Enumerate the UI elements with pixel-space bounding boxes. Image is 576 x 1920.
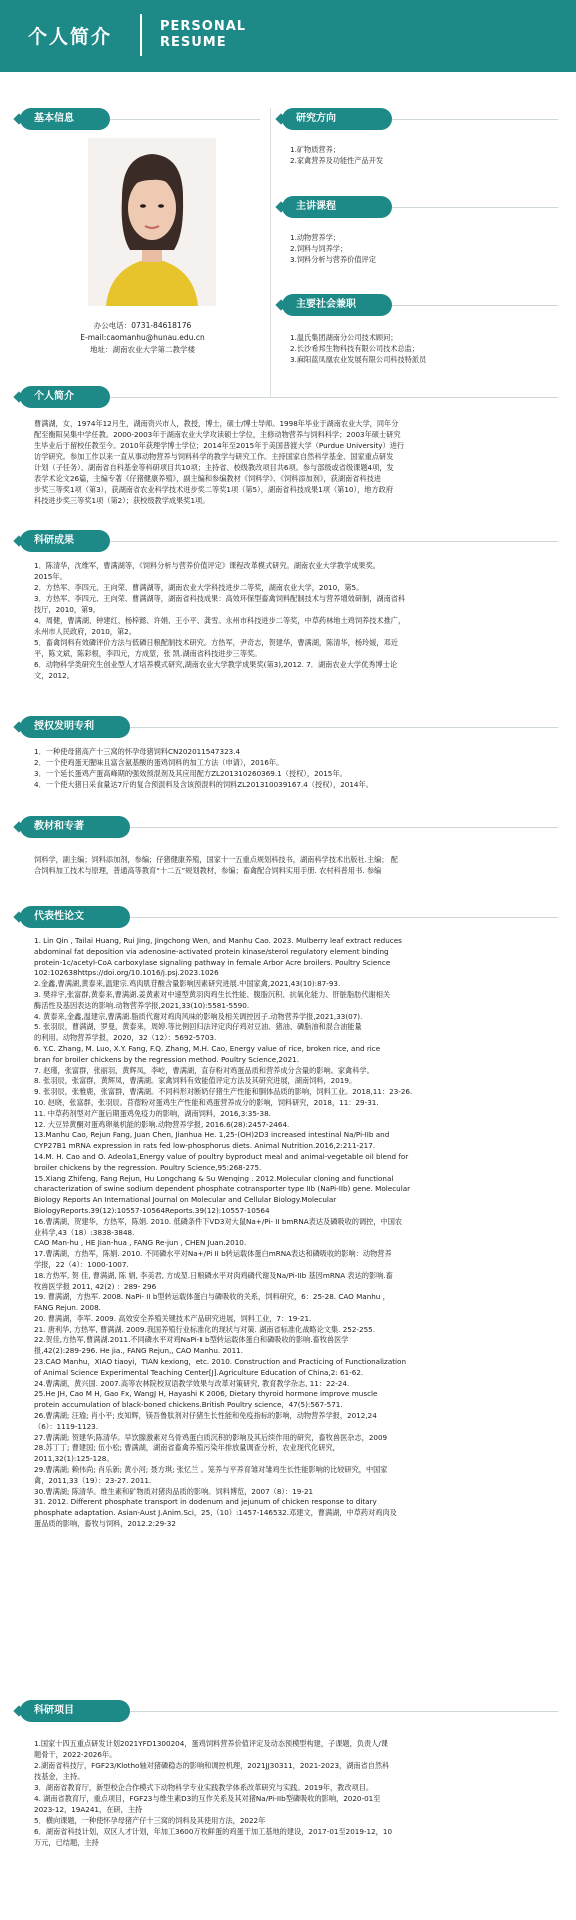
patent-line: 4．一个使大猪日采食量达7斤的复合预混料及含该预混料的饲料ZL201310039167.4（授权），2014年。 [34, 780, 373, 789]
paper-line: 禽，2011,33（19）：23-27. 2011. [34, 1475, 152, 1485]
achievement-line: 4．周健，曹满湖、钟建红、杨梓懿、许娟、王小平、龚雪。永州市科技进步二等奖，中草药林地土鸡饲养技术推广， [34, 616, 406, 625]
paper-line: CYP27B1 mRNA expression in rats fed low-phosphorus diets. Animal Nutrition.2016,2:211-217. [34, 1141, 376, 1151]
paper-line: phosphate adaptation. Asian-Aust J.Anim.Sci，25,（10）:1457-146532.邓建文，曹满湖，中草药对鸡肉及 [34, 1508, 397, 1518]
paper-line: characterization of swine sodium dependent phosphate cotransporter type IIb (NaPi-IIb) gene. Molecular [34, 1184, 411, 1194]
section-line [392, 305, 558, 306]
paper-line: 19. 曹满湖，方热军. 2008. NaPi- II b型转运载体蛋白与磷吸收的关系，饲料研究，6：25-28. CAO Manhu ， [34, 1292, 390, 1302]
paper-line: 15.Xiang Zhifeng, Fang Rejun, Hu Longchang & Su Wenqing . 2012.Molecular cloning and functional [34, 1173, 394, 1183]
books-list [34, 854, 554, 876]
header-title-zh: 个人简介 [28, 26, 113, 48]
paper-line: 24.曹满湖，黄兴国. 2007.高等农林院校双语教学效果与改革对策研究, 教育教学杂志, 11：22-24. [34, 1378, 350, 1388]
paper-line: 2011,32(1):125-128。 [34, 1454, 114, 1464]
profile-photo [88, 138, 216, 306]
section-social: 主要社会兼职 [282, 294, 392, 316]
achievement-line: 2．方热军、李四元、王向荣、曹满湖等，湖南农业大学科技进步二等奖，湖南农业大学，2010，第5。 [34, 583, 364, 592]
project-line: 1.国家十四五重点研发计划2021YFD1300204，蛋鸡饲料营养价值评定及动态预模型构建，子课题，负责人/课 [34, 1739, 388, 1748]
paper-line: 27.曹满湖; 贺建华;陈清华。早饮腺激素对乌骨鸡蛋白质沉积的影响及其后续作用的研究，畜牧兽医杂志，2009 [34, 1432, 388, 1442]
section-courses: 主讲课程 [282, 196, 392, 218]
research-list [290, 144, 550, 166]
paper-line: 7. 赵瑾，张富群，张丽羽，黄辉凤，李屹，曹满湖，直存粉对鸡蛋品质和营养成分含量的影响。家禽科学。 [34, 1065, 374, 1075]
social-item: 1.温氏集团湖南分公司技术顾问； [290, 333, 398, 342]
paper-line: BiologyReports.39(12):10557-10564Reports.39(12):10557-10564 [34, 1205, 270, 1215]
achievement-line: 1．陈清华，沈维军，曹满湖等，《饲料分析与营养价值评定》课程改革模式研究。湖南农业大学教学成果奖。 [34, 561, 380, 570]
paper-line: protein-1c/acetyl-CoA carboxylase signaling pathway in female Arbor Acre broilers. Poultry Science [34, 957, 391, 967]
section-line [392, 119, 558, 120]
course-item: 3.饲料分析与营养价值评定 [290, 255, 376, 264]
paper-line: 4. 黄泰来,金鑫,温建宗,曹满湖.脂质代谢对鸡肉风味的影响及相关调控因子.动物营养学报,2021,33(07). [34, 1011, 363, 1021]
patents-list [34, 746, 554, 790]
social-list [290, 332, 560, 365]
paper-line: 的利用。动物营养学报，2020，32（12）：5692-5703. [34, 1033, 217, 1043]
section-line [130, 917, 558, 918]
achievement-line: 技厅，2010，第9。 [34, 605, 100, 614]
header-title-en [160, 19, 246, 51]
intro-text [34, 418, 554, 506]
social-item: 2.长沙希邦生物科技有限公司技术总监； [290, 344, 420, 353]
header-title-en-line1: PERSONAL [160, 19, 247, 34]
paper-line: 11. 中草药剂型对产蛋后期蛋鸡免疫力的影响，湖南饲料，2016,3:35-38. [34, 1108, 271, 1118]
section-line [110, 397, 558, 398]
section-line [392, 207, 558, 208]
intro-line: 表学术论文26篇，主编专著《仔猪健康养殖》，副主编和参编教材《饲料学》、《饲料添加剂》，获湖南省科技进 [34, 474, 381, 483]
paper-line: broiler chickens by the regression. Poultry Science,95:268-275. [34, 1162, 262, 1172]
paper-line: 13.Manhu Cao, Rejun Fang, Juan Chen, Jianhua He. 1,25-(OH)2D3 increased intestinal Na/Pi-IIb and [34, 1130, 390, 1140]
section-line [130, 1711, 558, 1712]
paper-line: 31. 2012. Different phosphate transport in dodenum and jejunum of chicken response to ditary [34, 1497, 377, 1507]
header-title-en-line2: RESUME [160, 35, 227, 50]
paper-line: 30.曹满湖; 陈清华。维生素和矿物质对猪肉品质的影响。饲料博览，2007（8）：19-21 [34, 1486, 314, 1496]
paper-line: 报,42(2):289-296. He jia., FANG Rejun,, CAO Manhu. 2011. [34, 1346, 244, 1356]
course-item: 2.饲料与饲养学； [290, 244, 348, 253]
paper-line: protein accumulation of black-boned chickens.British Poultry science，47(5):567-571. [34, 1400, 343, 1410]
paper-line: 6. Y.C. Zhang, M. Luo, X.Y. Fang, F.Q. Zhang, M.H. Cao, Energy value of rice, broken rice, and rice [34, 1043, 381, 1053]
achievement-line: 5．畜禽饲料有效磷评价方法与低磷日粮配制技术研究。方热军，尹奇志，贺建华，曹满湖，陈清华，杨玲媛，邓近 [34, 638, 398, 647]
patent-line: 3．一个延长蛋鸡产蛋高峰期的强效预混剂及其应用配方ZL201310260369.1（授权），2015年。 [34, 769, 347, 778]
paper-line: 18.方热军, 贺 佳, 曹满湖, 陈 娟, 李美君, 方成堃.日粮磷水平对肉鸡磷代谢及Na/Pi-IIb 基因mRNA 表达的影响.畜 [34, 1270, 393, 1280]
paper-line: 2.金鑫,曹满湖,黄泰来,温建宗.鸡肉肌苷酸含量影响因素研究进展.中国家禽,2021,43(10):87-93. [34, 979, 341, 989]
achievement-line: 6．动物科学类研究生创业型人才培养模式研究,湖南农业大学教学成果奖(第3),2012. 7．湖南农业大学优秀博士论 [34, 660, 398, 669]
project-line: 万元，已结题，主持 [34, 1838, 99, 1847]
paper-line: FANG Rejun. 2008. [34, 1303, 101, 1313]
project-line: 题骨干，2022-2026年。 [34, 1750, 117, 1759]
section-line [110, 541, 558, 542]
intro-line: 配至衡阳吴集中学任教。2000-2003年于湖南农业大学攻读硕士学位，主修动物营养与饲料科学；2003年硕士研究 [34, 430, 401, 439]
paper-line: 14.M. H. Cao and O. Adeola1,Energy value of poultry byproduct meal and animal-vegetable oil blend for [34, 1151, 409, 1161]
achievement-line: 永州市人民政府，2010，第2。 [34, 627, 136, 636]
intro-line: 步奖三等奖1项（第3），获湖南省农业科学技术进步奖二等奖1项（第5），湖南省科技成果1项（第10），地方政府 [34, 485, 394, 494]
section-intro: 个人简介 [20, 386, 110, 408]
paper-line: 29.曹满湖; 赖伟尚; 肖乐新; 黄小河; 聂方琪; 张忆兰 。笼养与平养育雏对雏鸡生长性能影响的比较研究，中国家 [34, 1465, 388, 1475]
intro-line: 曹满湖，女，1974年12月生，湖南资兴市人，教授，博士，硕士/博士导师。1998年毕业于湖南农业大学，同年分 [34, 419, 399, 428]
paper-line: 21. 唐利华, 方热军, 曹满湖. 2009.我国养殖行业标准化的现状与对策. 湖南省标准化战略论文集. 252-255. [34, 1324, 376, 1334]
paper-line: 20. 曹满湖，李军. 2009. 高效安全养殖关键技术产品研究进展，饲料工业，7：19-21. [34, 1313, 312, 1323]
section-line [130, 727, 558, 728]
book-line: 饲料学，副主编；饲料添加剂，参编；仔猪健康养殖，国家十一五重点规划科技书，湖南科学技术出版社.主编； 配 [34, 855, 398, 864]
section-books: 教材和专著 [20, 816, 130, 838]
intro-line: 计划（子任务）、湖南省自科基金等科研项目共10项；主持省、校级教改项目共6项。参与部级或省级课题4项，发 [34, 463, 394, 472]
section-patents: 授权发明专利 [20, 716, 130, 738]
contact-phone: 办公电话：0731-84618176 [93, 321, 192, 330]
achievement-line: 平，陈文斌，陈彩根，李四元，方成堃，张 凯.湖南省科技进步三等奖。 [34, 649, 262, 658]
section-papers: 代表性论文 [20, 906, 130, 928]
paper-line: 蛋品质的影响，畜牧与饲料，2012.2:29-32 [34, 1519, 176, 1529]
paper-line: （6）：1119-1123. [34, 1421, 98, 1431]
paper-line: 17.曹满湖，方热军，陈娟. 2010. 不同磷水平对Na+/Pi II b转运载体蛋白mRNA表达和磷吸收的影响：动物营养 [34, 1249, 392, 1259]
intro-line: 访学研究。参加工作以来一直从事动物营养与饲料科学的教学与研究工作。主持国家自然科学基金、国家重点研发 [34, 452, 394, 461]
paper-line: 5. 张羽辰，曹满湖，罗曼，黄泰来，周婷.等比例回归法评定肉仔鸡对豆油、猪油、磷脂油和混合油能量 [34, 1022, 362, 1032]
social-item: 3.麻阳蓝凤凰农业发展有限公司科技特派员 [290, 355, 427, 364]
section-projects: 科研项目 [20, 1700, 130, 1722]
courses-list [290, 232, 550, 265]
paper-line: abdominal fat deposition via adenosine-activated protein kinase/sterol regulatory element binding [34, 946, 389, 956]
paper-line: 25.He JH, Cao M H, Gao Fx, WangJ H, Hayashi K 2006, Dietary thyroid hormone improve muscle [34, 1389, 378, 1399]
intro-line: 科技进步奖三等奖1项（第2）；获校级教学成果奖1项。 [34, 496, 210, 505]
project-line: 3．湖南省教育厅，新型校企合作模式下动物科学专业实践教学体系改革研究与实践。2019年，教改项目。 [34, 1783, 374, 1792]
project-line: 技基金，主持。 [34, 1772, 85, 1781]
achievement-line: 3．方热军、李四元、王向荣、曹满湖等，湖南省科技成果：高效环保型畜禽饲料配制技术与营养增效研制，湖南省科 [34, 594, 406, 603]
paper-line: 102:102638https://doi.org/10.1016/j.psj.2023.1026 [34, 968, 219, 978]
project-line: 5．横向课题，一种使怀孕母猪产仔十三窝的饲料及其使用方法，2022年 [34, 1816, 266, 1825]
contact-email: E-mail:caomanhu@hunau.edu.cn [80, 333, 205, 342]
paper-line: 28.苏丁丁; 曹建国; 伍小松; 曹满湖，湖南省畜禽养殖污染年排放量调查分析，农业现代化研究， [34, 1443, 340, 1453]
achievement-line: 文，2012。 [34, 671, 74, 680]
project-line: 4. 湖南省教育厅，重点项目，FGF23与维生素D3的互作关系及其对猪Na/Pi-IIb型磷吸收的影响，2020-01至 [34, 1794, 381, 1803]
papers-list [34, 936, 554, 1530]
paper-line: 9. 张羽辰，张雅鹿，张富群，曹满湖。不同科形对断奶仔猪生产性能和胴体品质的影响，饲料工业。2018,11：23-26. [34, 1087, 413, 1097]
paper-line: 牧兽医学报 2011, 42(2) ：289- 296 [34, 1281, 157, 1291]
achievement-line: 2015年。 [34, 572, 67, 581]
paper-line: 8. 张羽辰，张富群，黄辉凤，曹满湖。家禽饲料有效能值评定方法及其研究进展，湖南饲料，2019。 [34, 1076, 357, 1086]
research-item: 2.家禽营养及功能性产品开发 [290, 156, 384, 165]
section-line [130, 827, 558, 828]
research-item: 1.矿物质营养； [290, 145, 340, 154]
paper-line: of Animal Science Experimental Teaching Center[J].Agriculture Education of China,2: 61-62. [34, 1367, 364, 1377]
page-header [0, 0, 576, 72]
section-line [110, 119, 260, 120]
project-line: 2.湖南省科技厅，FGF23/Klotho轴对猪磷稳态的影响和调控机理，2021JJ30311，2021-2023，湖南省自然科 [34, 1761, 390, 1770]
book-line: 合饲料加工技术与原理，普通高等教育“十二五”规划教材，参编；畜禽配合饲料实用手册. 农村科普用书. 参编 [34, 866, 382, 875]
paper-line: Biology Reports An International Journal on Molecular and Cellular Biology.Molecular [34, 1195, 337, 1205]
section-research: 研究方向 [282, 108, 392, 130]
paper-line: 业科学,43（18）:3838-3848. [34, 1227, 135, 1237]
contact-address: 地址：湖南农业大学第二教学楼 [90, 345, 195, 354]
paper-line: 22.贺佳,方热军,曹满湖.2011.不同磷水平对鸡NaPi-Ⅱ b型转运载体蛋白和磷吸收的影响.畜牧兽医学 [34, 1335, 349, 1345]
patent-line: 2．一个使鸡蛋无腥味且富含氨基酸的蛋鸡饲料的加工方法（申请），2016年。 [34, 758, 284, 767]
column-divider [270, 108, 271, 398]
intro-line: 生毕业后于留校任教至今。2010年获理学博士学位；2014年至2015年于美国普渡大学（Purdue University）进行 [34, 441, 405, 450]
header-divider [140, 14, 142, 56]
project-line: 2023-12，19A241，在研，主持 [34, 1805, 143, 1814]
paper-line: 16.曹满湖，贺建华，方热军，陈娟. 2010. 低磷条件下VD3对大鼠Na+/Pi- II bmRNA表达及磷吸收的调控，中国农 [34, 1216, 403, 1226]
paper-line: 1. Lin Qin , Tailai Huang, Rui Jing, Jingchong Wen, and Manhu Cao. 2023. Mulberry leaf extract reduces [34, 936, 402, 945]
paper-line: 酶活性及基因表达的影响.动物营养学报,2021,33(10):5581-5590. [34, 1000, 250, 1010]
course-item: 1.动物营养学； [290, 233, 340, 242]
contact-info [20, 320, 265, 356]
paper-line: 12. 大豆异黄酮对蛋鸡卵巢机能的影响.动物营养学报, 2016.6(28):2457-2464. [34, 1119, 290, 1129]
section-achievements: 科研成果 [20, 530, 110, 552]
paper-line: bran for broiler chickens by the regression method. Poultry Science,2021. [34, 1054, 300, 1064]
project-line: 6．湖南省科技计划，双区人才计划，年加工3600万枚鲜蛋的鸡蛋干加工基地的建设，2017-01至2019-12，10 [34, 1827, 393, 1836]
paper-line: CAO Man-hu , HE Jian-hua , FANG Re-jun , CHEN Juan.2010. [34, 1238, 247, 1248]
paper-line: 3. 樊祥宇,张富群,黄泰来,曹满湖.姜黄素对中速型黄羽肉鸡生长性能、腹脂沉积、抗氧化能力、肝脏脂肪代谢相关 [34, 989, 391, 999]
paper-line: 学报，22（4）：1000-1007. [34, 1259, 129, 1269]
paper-line: 10. 赵晓，张富群，张羽辰。苜蓿粉对蛋鸡生产性能和鸡蛋营养成分的影响，饲料研究，2018，11：29-31. [34, 1097, 379, 1107]
achievements-list [34, 560, 554, 681]
paper-line: 26.曹满湖; 汪瑜; 肖小平; 皮知辉，镁吾鲁肽剂对仔猪生长性能和免疫指标的影响，动物营养学报，2012,24 [34, 1411, 377, 1421]
paper-line: 23.CAO Manhu，XIAO tiaoyi，TIAN kexiong，etc. 2010. Construction and Practicing of Functionalization [34, 1357, 407, 1367]
section-basic-info: 基本信息 [20, 108, 110, 130]
projects-list [34, 1738, 554, 1848]
patent-line: 1．一种使母猪高产十三窝的怀孕母猪饲料CN202011547323.4 [34, 747, 241, 756]
